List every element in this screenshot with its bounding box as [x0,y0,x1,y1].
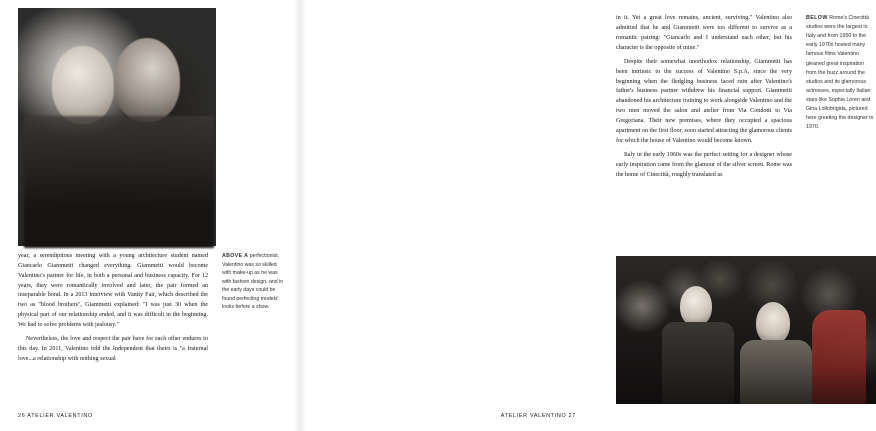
left-paragraph-2: Nevertheless, the love and respect the pair have for each other endures to this day. In 2011, Valentino told the Independent that theirs is "a fraternal love...a relationship with nothing sexual [18,335,208,362]
cinecitta-photo-grain [616,256,876,404]
right-paragraph-2: Despite their somewhat unorthodox relationship, Giammetti has been intrinsic to the success of Valentino S.p.A, since the very beginning when the fledgling business faced ruin after Valentino's father's business partner withdrew his financial support. Giammetti abandoned his architecture training to work alongside Valentino and the two men moved the salon and atelier from Via Condotti to Via Gregoriana. Their new premises, where they occupied a spacious apartment on the first floor, soon started attracting the glamorous clients for which the house of Valentino would become known. [616,58,792,145]
below-caption-label: BELOW [806,15,828,21]
folio-right: ATELIER VALENTINO 27 [500,413,576,419]
below-caption [806,14,876,132]
left-body-column [18,252,208,368]
left-page [0,0,300,431]
right-page [300,0,874,431]
below-caption-text: Rome's Cinecittà studios were the largest in Italy and from 1950 to the early 1970s hosted many famous films Valentino gleaned great inspiration from the buzz around the studios and its glamorous actresses, especially Italian stars like Sophia Loren and Gina Lollobrigida, pictured here greeting the designer in 1970. [806,15,874,131]
folio-left: 26 ATELIER VALENTINO [18,413,93,419]
cinecitta-photo [616,256,876,404]
photo-grain-overlay [18,8,216,246]
above-caption-text: perfectionist, Valentino was so skilled with make-up as he was with fashion design, and in the early days could be found perfecting models' looks before a show. [222,253,284,311]
valentino-giammetti-photo [18,8,216,246]
left-paragraph-1: year, a serendipitous meeting with a young architecture student named Giancarlo Giammetti changed everything. Giammetti would become Valentino's partner for life, in both a personal and business capacity. For 12 years, they were romantically involved and later, the pair formed an inseparable bond. In a 2013 interview with Vanity Fair, which described the two as "blood brothers", Giammetti explained: "I was just 30 when the physical part of our relationship ended, and it was difficult in the beginning. We had to solve problems with jealousy." [18,253,208,329]
above-caption [222,252,284,312]
above-caption-label: ABOVE A [222,253,249,259]
right-paragraph-3: Italy in the early 1960s was the perfect setting for a designer whose early inspiration came from the glamour of the silver screen. Rome was the home of Cinecittà, roughly translated as [616,151,792,178]
right-paragraph-1: in it. Yet a great love remains, ancient, surviving." Valentino also admitted that he and Giammetti were too different to survive as a romantic pairing: "Giancarlo and I understand each other, but his character is the opposite of mine." [616,15,792,51]
right-body-column [616,14,792,185]
